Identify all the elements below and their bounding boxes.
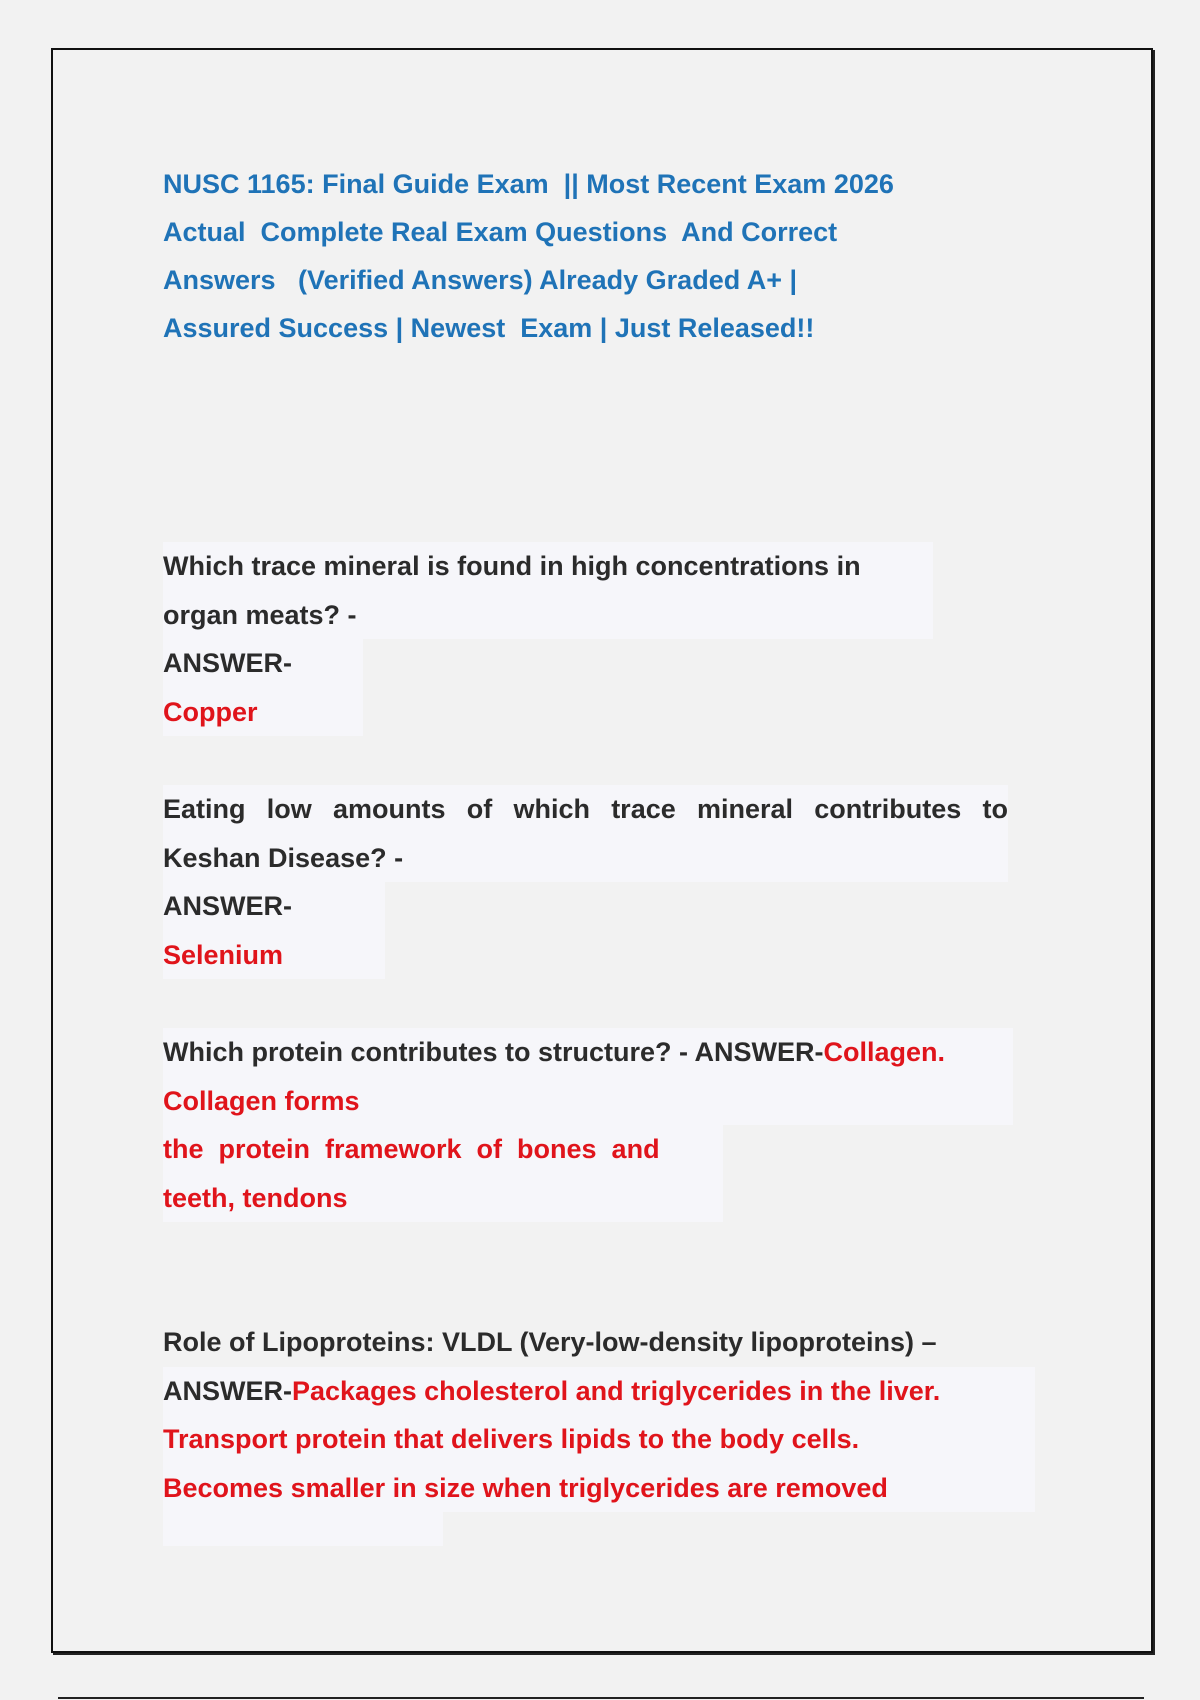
next-page-edge xyxy=(58,1697,1144,1699)
question-3-line-1 xyxy=(163,1028,1013,1077)
title-line-3: Answers (Verified Answers) Already Graded A+ | xyxy=(163,265,798,295)
question-2-line-2: Keshan Disease? - xyxy=(163,834,1008,883)
question-2-line-1: Eating low amounts of which trace mineral contributes to xyxy=(163,785,1008,834)
question-3: Which protein contributes to structure? - xyxy=(163,1037,695,1067)
answer-2-prefix: ANSWER- xyxy=(163,882,385,931)
qa-item-2 xyxy=(163,785,1008,979)
question-1-line-2: organ meats? - xyxy=(163,591,933,640)
answer-1-prefix: ANSWER- xyxy=(163,639,363,688)
question-4: Role of Lipoproteins: VLDL (Very-low-density lipoproteins) – xyxy=(163,1327,937,1357)
answer-1: Copper xyxy=(163,688,363,737)
qa-item-3 xyxy=(163,1028,1013,1222)
answer-4-line-2: Transport protein that delivers lipids to the body cells. xyxy=(163,1415,1035,1464)
answer-4-line-1 xyxy=(163,1367,1035,1416)
answer-4-prefix: ANSWER- xyxy=(163,1375,292,1406)
title-line-1: NUSC 1165: Final Guide Exam || Most Recent Exam 2026 xyxy=(163,169,894,199)
qa-item-1 xyxy=(163,542,933,736)
answer-2: Selenium xyxy=(163,931,385,980)
answer-4-line-3: Becomes smaller in size when triglycerides are removed xyxy=(163,1464,1035,1513)
answer-3-line-2: the protein framework of bones and xyxy=(163,1125,723,1174)
question-1-line-1: Which trace mineral is found in high concentrations in xyxy=(163,542,933,591)
answer-3-line-3: teeth, tendons xyxy=(163,1174,723,1223)
document-title xyxy=(163,160,983,352)
qa-item-4 xyxy=(163,1318,1035,1546)
answer-4-trailing-highlight xyxy=(163,1512,443,1546)
title-line-2: Actual Complete Real Exam Questions And Correct xyxy=(163,217,838,247)
answer-4-text-1: Packages cholesterol and triglycerides in the liver. xyxy=(292,1375,941,1406)
answer-3-line-1: Collagen forms xyxy=(163,1077,1013,1126)
title-line-4: Assured Success | Newest Exam | Just Released!! xyxy=(163,313,815,343)
answer-3-prefix: ANSWER- xyxy=(694,1037,824,1067)
answer-3-first: Collagen. xyxy=(823,1037,946,1067)
